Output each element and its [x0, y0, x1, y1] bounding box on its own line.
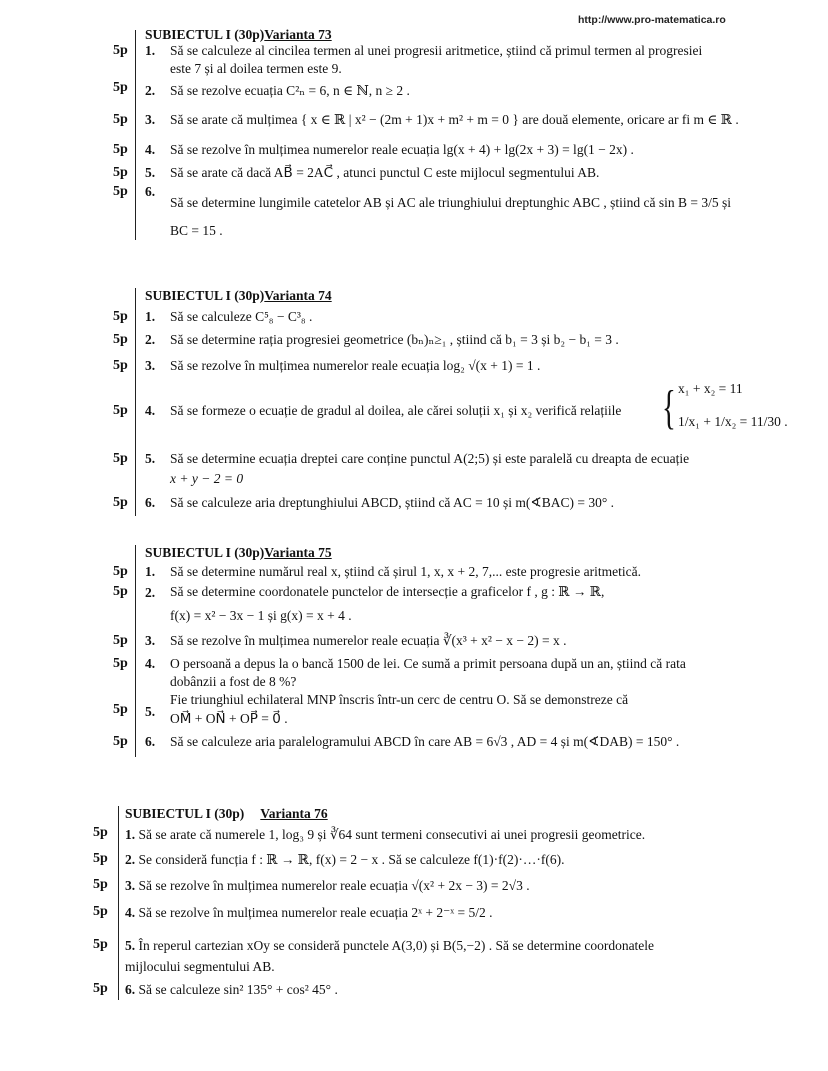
points: 5p	[113, 112, 128, 127]
item-number: 2.	[145, 83, 156, 98]
points: 5p	[113, 332, 128, 347]
item-text	[125, 827, 645, 843]
item-number: 4.	[125, 905, 136, 920]
section-header	[145, 27, 332, 43]
section-header	[145, 545, 332, 561]
points: 5p	[113, 584, 128, 599]
item-body: Să se calculeze sin² 135° + cos² 45° .	[138, 982, 338, 997]
section-header	[125, 806, 328, 822]
site-url: http://www.pro-matematica.ro	[578, 14, 726, 26]
points: 5p	[113, 358, 128, 373]
item-text	[125, 982, 338, 998]
item-text	[125, 905, 493, 921]
item-number: 1.	[145, 564, 156, 579]
points: 5p	[113, 184, 128, 199]
item-number: 4.	[145, 403, 156, 418]
item-text	[125, 878, 530, 894]
item-number: 6.	[125, 982, 136, 997]
item-text: Să se rezolve ecuația C²ₙ = 6, n ∈ ℕ, n ≥ 2 .	[170, 83, 410, 98]
points: 5p	[113, 564, 128, 579]
points: 5p	[113, 633, 128, 648]
subject-title: SUBIECTUL I (30p)	[145, 545, 265, 560]
variant-label: Varianta 73	[264, 27, 332, 42]
item-number: 3.	[125, 878, 136, 893]
margin-line	[135, 288, 136, 516]
subject-title: SUBIECTUL I (30p)	[125, 806, 245, 821]
item-text: Fie triunghiul echilateral MNP înscris într-un cerc de centru O. Să se demonstreze că	[170, 692, 629, 707]
section-header	[145, 288, 332, 304]
item-text	[125, 938, 654, 954]
system-equation: 1/x₁ + 1/x₂ = 11/30 .	[678, 414, 788, 429]
item-text: Să se calculeze aria dreptunghiului ABCD, știind că AC = 10 și m(∢BAC) = 30° .	[170, 495, 614, 510]
item-text: Să se determine ecuația dreptei care conține punctul A(2;5) și este paralelă cu dreapta de ecuație	[170, 451, 690, 466]
item-body: Să se rezolve în mulțimea numerelor reale ecuația 2ˣ + 2⁻ˣ = 5/2 .	[138, 905, 493, 920]
item-number: 5.	[125, 938, 136, 953]
item-text: este 7 și al doilea termen este 9.	[170, 61, 342, 76]
item-text: Să se arate că mulțimea { x ∈ ℝ | x² − (2m + 1)x + m² + m = 0 } are două elemente, oricare ar fi m ∈ ℝ .	[170, 112, 739, 127]
item-text: Să se rezolve în mulțimea numerelor reale ecuația lg(x + 4) + lg(2x + 3) = lg(1 − 2x) .	[170, 142, 634, 157]
item-text: f(x) = x² − 3x − 1 și g(x) = x + 4 .	[170, 608, 352, 623]
item-body: Să se rezolve în mulțimea numerelor reale ecuația √(x² + 2x − 3) = 2√3 .	[138, 878, 530, 893]
subject-title: SUBIECTUL I (30p)	[145, 27, 265, 42]
item-text: Să se calculeze aria paralelogramului ABCD în care AB = 6√3 , AD = 4 și m(∢DAB) = 150° .	[170, 734, 680, 749]
points: 5p	[93, 937, 108, 952]
item-text: x + y − 2 = 0	[170, 471, 244, 486]
points: 5p	[113, 43, 128, 58]
item-body: Se consideră funcția f : ℝ → ℝ, f(x) = 2 − x . Să se calculeze f(1)·f(2)·…·f(6).	[138, 852, 565, 867]
item-number: 2.	[125, 852, 136, 867]
item-text: Să se arate că dacă AB⃗ = 2AC⃗ , atunci punctul C este mijlocul segmentului AB.	[170, 165, 600, 180]
points: 5p	[113, 656, 128, 671]
item-number: 1.	[145, 309, 156, 324]
points: 5p	[113, 734, 128, 749]
item-number: 3.	[145, 358, 156, 373]
points: 5p	[113, 165, 128, 180]
item-number: 5.	[145, 704, 156, 719]
system-equation: x₁ + x₂ = 11	[678, 381, 743, 396]
points: 5p	[113, 309, 128, 324]
points: 5p	[93, 904, 108, 919]
item-number: 4.	[145, 142, 156, 157]
item-text: Să se determine coordonatele punctelor de intersecție a graficelor f , g : ℝ → ℝ,	[170, 584, 605, 599]
points: 5p	[93, 851, 108, 866]
points: 5p	[93, 981, 108, 996]
item-number: 4.	[145, 656, 156, 671]
item-text: Să se determine rația progresiei geometrice (bₙ)ₙ≥₁ , știind că b₁ = 3 și b₂ − b₁ = 3 .	[170, 332, 619, 347]
margin-line	[118, 806, 119, 1000]
points: 5p	[113, 702, 128, 717]
item-text: BC = 15 .	[170, 223, 223, 238]
item-text: mijlocului segmentului AB.	[125, 959, 275, 974]
item-number: 6.	[145, 184, 156, 199]
item-text: Să se rezolve în mulțimea numerelor reale ecuația ∛(x³ + x² − x − 2) = x .	[170, 633, 567, 648]
item-number: 6.	[145, 495, 156, 510]
item-number: 2.	[145, 332, 156, 347]
item-text: OM⃗ + ON⃗ + OP⃗ = 0⃗ .	[170, 711, 288, 726]
system-brace: {	[662, 381, 676, 434]
points: 5p	[113, 80, 128, 95]
item-text: O persoană a depus la o bancă 1500 de lei. Ce sumă a primit persoana după un an, știind că rata	[170, 656, 686, 671]
points: 5p	[113, 451, 128, 466]
variant-label: Varianta 74	[264, 288, 332, 303]
item-number: 3.	[145, 112, 156, 127]
item-text: Să se determine lungimile catetelor AB și AC ale triunghiului dreptunghic ABC , știind că sin B = 3/5 și	[170, 195, 732, 210]
points: 5p	[113, 142, 128, 157]
points: 5p	[93, 877, 108, 892]
item-number: 1.	[125, 827, 136, 842]
item-body: În reperul cartezian xOy se consideră punctele A(3,0) și B(5,−2) . Să se determine coordonatele	[138, 938, 655, 953]
points: 5p	[113, 495, 128, 510]
item-body: Să se arate că numerele 1, log₃ 9 și ∛64 sunt termeni consecutivi ai unei progresii geometrice.	[138, 827, 646, 842]
item-text: Să se determine numărul real x, știind că șirul 1, x, x + 2, 7,... este progresie aritmetică.	[170, 564, 641, 579]
item-text	[125, 852, 565, 868]
item-number: 6.	[145, 734, 156, 749]
item-text: dobânzii a fost de 8 %?	[170, 674, 297, 689]
item-number: 5.	[145, 165, 156, 180]
margin-line	[135, 545, 136, 757]
margin-line	[135, 30, 136, 240]
item-number: 5.	[145, 451, 156, 466]
variant-label: Varianta 76	[260, 806, 328, 821]
item-text: Să se calculeze C⁵₈ − C³₈ .	[170, 309, 313, 324]
item-number: 1.	[145, 43, 156, 58]
item-number: 3.	[145, 633, 156, 648]
item-text: Să se formeze o ecuație de gradul al doilea, ale cărei soluții x₁ și x₂ verifică relațiile	[170, 403, 622, 418]
variant-label: Varianta 75	[264, 545, 332, 560]
item-text: Să se rezolve în mulțimea numerelor reale ecuația log₂ √(x + 1) = 1 .	[170, 358, 541, 373]
points: 5p	[113, 403, 128, 418]
points: 5p	[93, 825, 108, 840]
item-number: 2.	[145, 585, 156, 600]
subject-title: SUBIECTUL I (30p)	[145, 288, 265, 303]
item-text: Să se calculeze al cincilea termen al unei progresii aritmetice, știind că primul termen al progresiei	[170, 43, 703, 58]
